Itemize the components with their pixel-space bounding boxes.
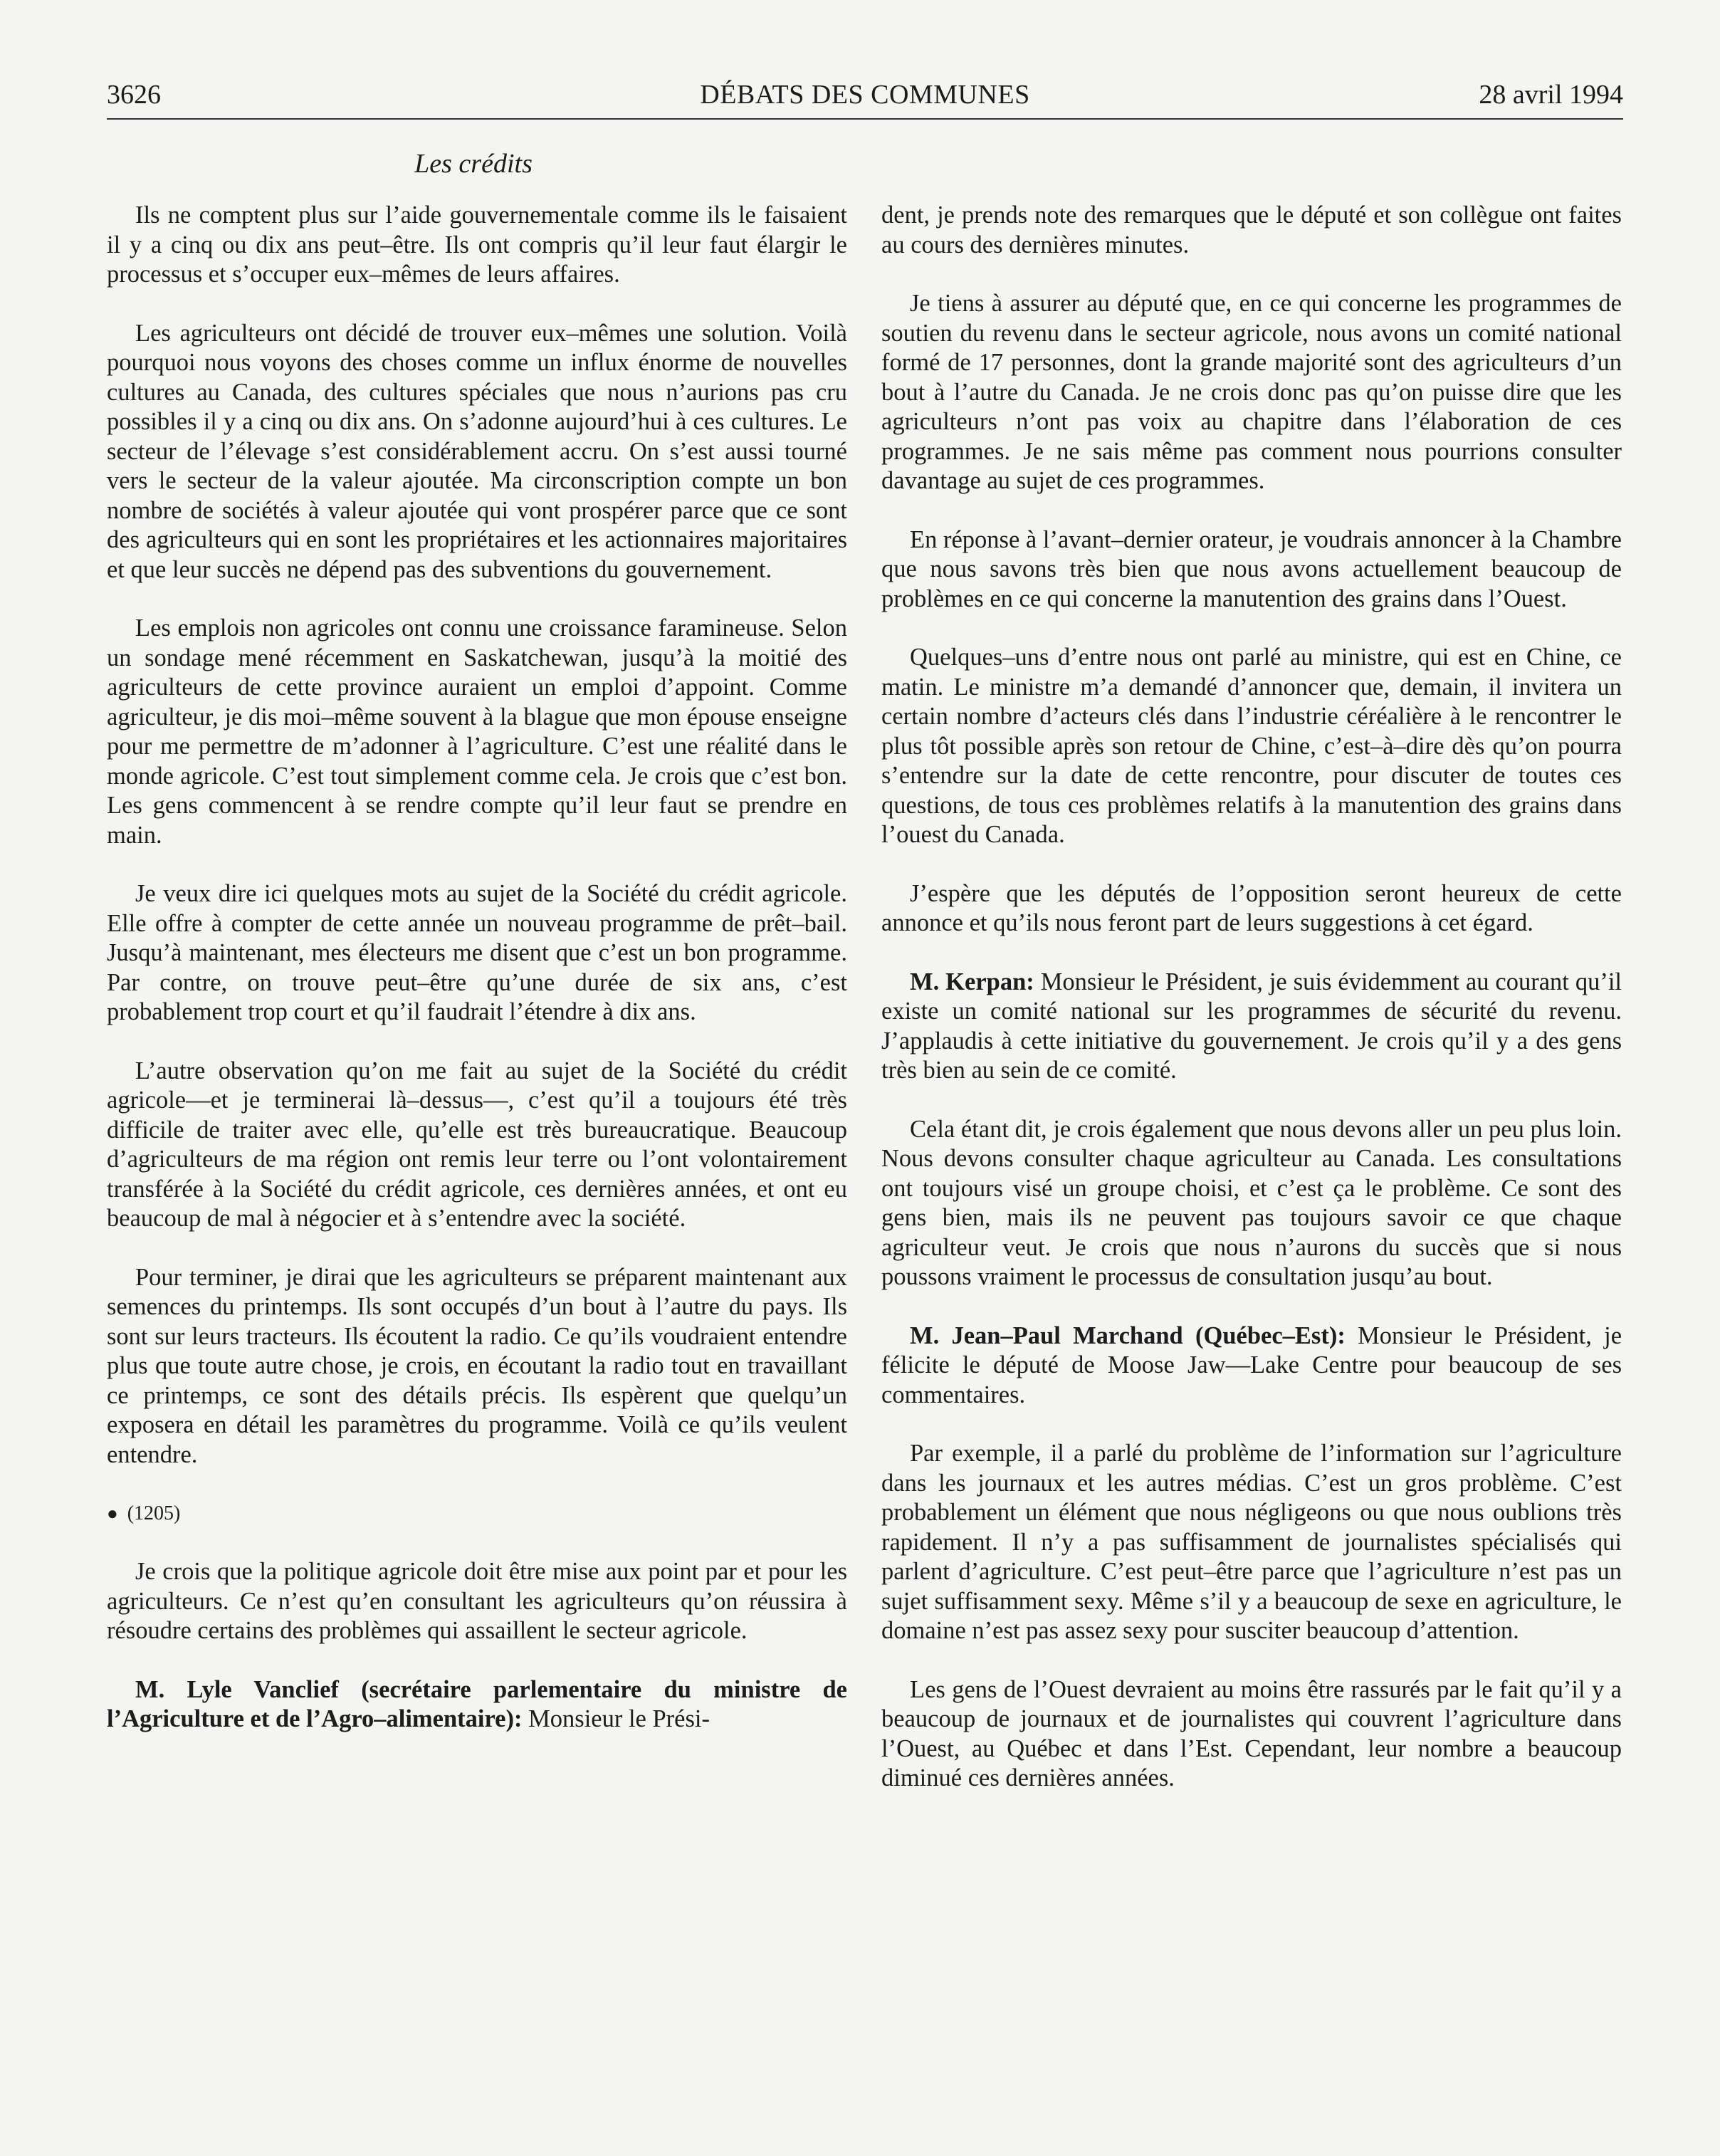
paragraph: Les emplois non agricoles ont connu une croissance faramineuse. Selon un sondage mené récemment en Saskatchewan, jusqu’à la moitié des agriculteurs de cette province auraient un emploi d’appoint. Comme agriculteur, je dis moi–même souvent à la blague que mon épouse enseigne pour me permettre de m’adonner à l’agriculture. C’est une réalité dans le monde agricole. C’est tout simplement comme cela. Je crois que c’est bon. Les gens commencent à se rendre compte qu’il leur faut se prendre en main. bbox=[107, 614, 847, 849]
time-marker bbox=[107, 1499, 847, 1528]
speech-paragraph bbox=[881, 968, 1622, 1086]
paragraph: Cela étant dit, je crois également que nous devons aller un peu plus loin. Nous devons consulter chaque agriculteur au Canada. Les consultations ont toujours visé un groupe choisi, et c’est ça le problème. Ce sont des gens bien, mais ils ne peuvent pas toujours savoir ce que chaque agriculteur veut. Je crois que nous n’aurons du succès que si nous poussons vraiment le processus de consultation jusqu’au bout. bbox=[881, 1115, 1622, 1290]
section-title: Les crédits bbox=[414, 149, 533, 179]
paragraph: Je veux dire ici quelques mots au sujet de la Société du crédit agricole. Elle offre à compter de cette année un nouveau programme de prêt–bail. Jusqu’à maintenant, mes électeurs me disent que c’est un bon programme. Par contre, on trouve peut–être qu’une durée de six ans, c’est probablement trop court et qu’il faudrait l’étendre à dix ans. bbox=[107, 880, 847, 1025]
paragraph: J’espère que les députés de l’opposition seront heureux de cette annonce et qu’ils nous feront part de leurs suggestions à cet égard. bbox=[881, 879, 1622, 936]
time-marker-label: (1205) bbox=[127, 1502, 181, 1524]
paragraph: Les gens de l’Ouest devraient au moins être rassurés par le fait qu’il y a beaucoup de journaux et de journalistes qui couvrent l’agriculture dans l’Ouest, au Québec et dans l’Est. Cependant, leur nombre a beaucoup diminué ces dernières années. bbox=[881, 1675, 1622, 1791]
publication-title: DÉBATS DES COMMUNES bbox=[700, 80, 1030, 110]
speech-text: Monsieur le Président, je félicite le député de Moose Jaw—Lake Centre pour beaucoup de ses commentaires. bbox=[881, 1322, 1622, 1408]
speaker-name: M. Lyle Vanclief (secrétaire parlementaire du ministre de l’Agriculture et de l’Agro–alimentaire): bbox=[107, 1675, 847, 1732]
page-header bbox=[107, 74, 1623, 120]
speech-text: Monsieur le Président, je suis évidemment au courant qu’il existe un comité national sur les programmes de sécurité du revenu. J’applaudis à cette initiative du gouvernement. Je crois qu’il y a des gens très bien au sein de ce comité. bbox=[881, 968, 1622, 1084]
bullet-icon: ● bbox=[107, 1503, 118, 1524]
paragraph: Je crois que la politique agricole doit être mise aux point par et pour les agriculteurs. Ce n’est qu’en consultant les agriculteurs qu’on réussira à résoudre certains des problèmes qui assaillent le secteur agricole. bbox=[107, 1558, 847, 1644]
paragraph: En réponse à l’avant–dernier orateur, je voudrais annoncer à la Chambre que nous savons très bien que nous avons actuellement beaucoup de problèmes en ce qui concerne la manutention des grains dans l’Ouest. bbox=[881, 525, 1622, 612]
paragraph: Ils ne comptent plus sur l’aide gouvernementale comme ils le faisaient il y a cinq ou dix ans peut–être. Ils ont compris qu’il leur faut élargir le processus et s’occuper eux–mêmes de leurs affaires. bbox=[107, 202, 847, 288]
right-column bbox=[881, 201, 1622, 1823]
paragraph: Je tiens à assurer au député que, en ce qui concerne les programmes de soutien du revenu dans le secteur agricole, nous avons un comité national formé de 17 personnes, dont la grande majorité sont des agriculteurs d’un bout à l’autre du Canada. Je ne crois donc pas qu’on puisse dire que les agriculteurs n’ont pas voix au chapitre dans l’élaboration de ces programmes. Je ne sais même pas comment nous pourrions consulter davantage au sujet de ces programmes. bbox=[881, 290, 1622, 494]
page-number: 3626 bbox=[107, 80, 161, 110]
speech-paragraph bbox=[881, 1322, 1622, 1411]
paragraph: dent, je prends note des remarques que le député et son collègue ont faites au cours des dernières minutes. bbox=[881, 202, 1622, 258]
paragraph: Par exemple, il a parlé du problème de l’information sur l’agriculture dans les journaux et les autres médias. C’est un gros problème. C’est probablement un élément que nous négligeons ou que nous oublions très rapidement. Il n’y a pas suffisamment de journalistes spécialisés qui parlent d’agriculture. C’est peut–être parce que l’agriculture n’est pas un sujet suffisamment sexy. Même s’il y a beaucoup de sexe en agriculture, le domaine n’est pas assez sexy pour susciter beaucoup d’attention. bbox=[881, 1440, 1622, 1644]
paragraph: Quelques–uns d’entre nous ont parlé au ministre, qui est en Chine, ce matin. Le ministre m’a demandé d’annoncer que, demain, il invitera un certain nombre d’acteurs clés dans l’industrie céréalière à le rencontrer le plus tôt possible après son retour de Chine, c’est–à–dire dès qu’on pourra s’entendre sur la date de cette rencontre, pour discuter de toutes ces questions, de tous ces problèmes relatifs à la manutention des grains dans l’ouest du Canada. bbox=[881, 644, 1622, 848]
paragraph: L’autre observation qu’on me fait au sujet de la Société du crédit agricole—et je terminerai là–dessus—, c’est qu’il a toujours été très difficile de traiter avec elle, qu’elle est très bureaucratique. Beaucoup d’agriculteurs de ma région ont remis leur terre ou l’ont volontairement transférée à la Société du crédit agricole, ces dernières années, et ont eu beaucoup de mal à négocier et à s’entendre avec la société. bbox=[107, 1057, 847, 1232]
speech-paragraph bbox=[107, 1675, 847, 1734]
speaker-name: M. Kerpan: bbox=[910, 968, 1034, 995]
left-column bbox=[107, 201, 847, 1764]
speaker-name: M. Jean–Paul Marchand (Québec–Est): bbox=[910, 1322, 1346, 1349]
paragraph: Pour terminer, je dirai que les agriculteurs se préparent maintenant aux semences du printemps. Ils sont occupés d’un bout à l’autre du pays. Ils sont sur leurs tracteurs. Ils écoutent la radio. Ce qu’ils voudraient entendre plus que toute autre chose, je crois, en écoutant la radio tout en travaillant ce printemps, ce sont des détails précis. Ils espèrent que quelqu’un exposera en détail les paramètres du programme. Voilà ce qu’ils veulent entendre. bbox=[107, 1263, 847, 1468]
publication-date: 28 avril 1994 bbox=[1479, 80, 1623, 110]
paragraph: Les agriculteurs ont décidé de trouver eux–mêmes une solution. Voilà pourquoi nous voyons des choses comme un influx énorme de nouvelles cultures au Canada, des cultures spéciales que nous n’aurions pas cru possibles il y a cinq ou dix ans. On s’adonne aujourd’hui à ces cultures. Le secteur de l’élevage s’est considérablement accru. On s’est aussi tourné vers le secteur de la valeur ajoutée. Ma circonscription compte un bon nombre de sociétés à valeur ajoutée qui vont prospérer parce que ce sont des agriculteurs qui en sont les propriétaires et les actionnaires majoritaires et que leur succès ne dépend pas des subventions du gouvernement. bbox=[107, 319, 847, 583]
speech-text: Monsieur le Prési- bbox=[528, 1705, 710, 1732]
